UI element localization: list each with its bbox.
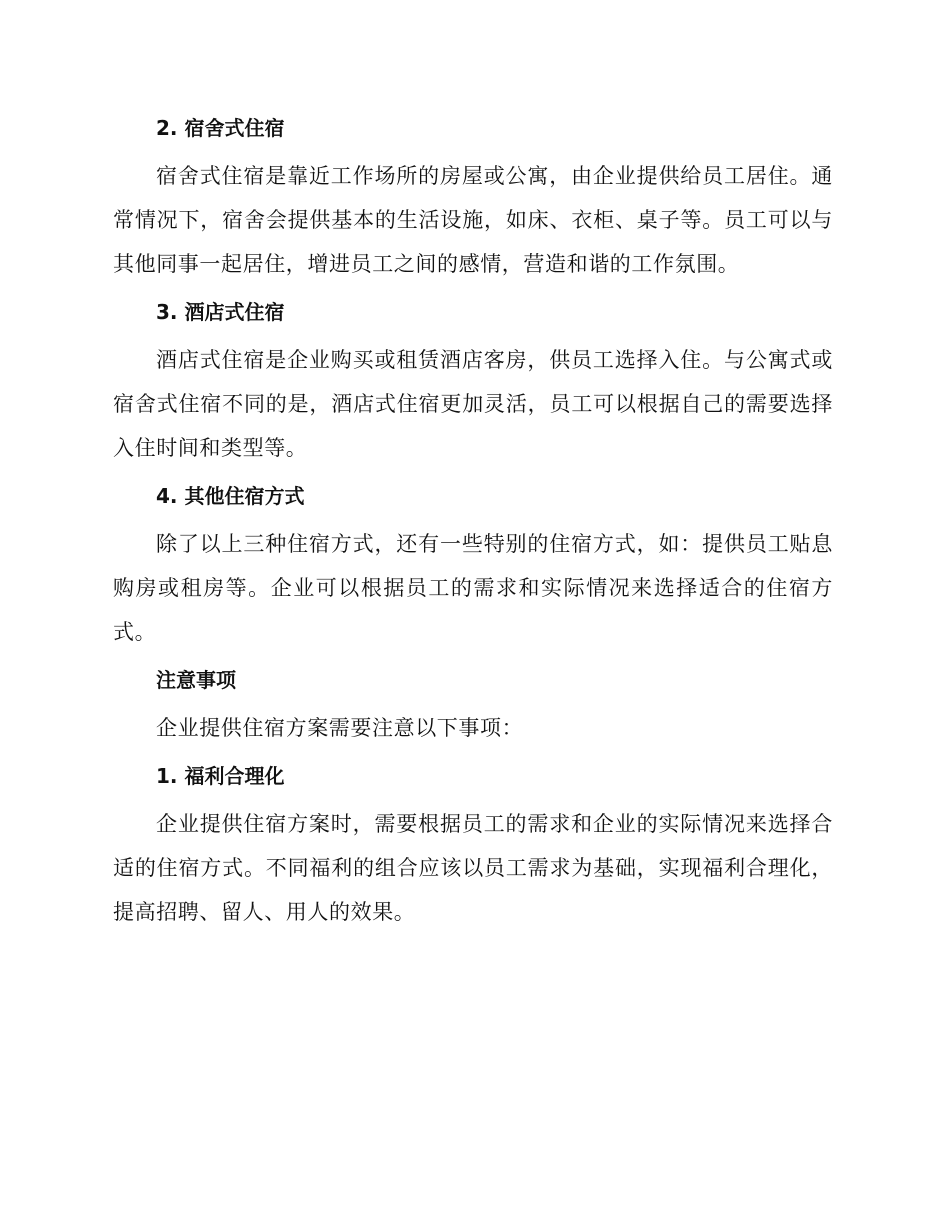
section-heading-hotel: 3. 酒店式住宿 <box>156 300 285 324</box>
section-body-hotel: 酒店式住宿是企业购买或租赁酒店客房，供员工选择入住。与公寓式或宿舍式住宿不同的是，酒店式住宿更加灵活，员工可以根据自己的需要选择入住时间和类型等。 <box>113 348 833 460</box>
document-content <box>113 108 833 940</box>
section-heading-dormitory: 2. 宿舍式住宿 <box>156 116 285 140</box>
section-body-notes: 企业提供住宿方案需要注意以下事项： <box>156 716 524 740</box>
section-heading-welfare: 1. 福利合理化 <box>156 764 285 788</box>
section-heading-other: 4. 其他住宿方式 <box>156 484 305 508</box>
section-body-dormitory: 宿舍式住宿是靠近工作场所的房屋或公寓，由企业提供给员工居住。通常情况下，宿舍会提供基本的生活设施，如床、衣柜、桌子等。员工可以与其他同事一起居住，增进员工之间的感情，营造和谐的工作氛围。 <box>113 164 833 276</box>
section-heading-notes: 注意事项 <box>156 668 236 692</box>
section-body-other: 除了以上三种住宿方式，还有一些特别的住宿方式，如：提供员工贴息购房或租房等。企业可以根据员工的需求和实际情况来选择适合的住宿方式。 <box>113 532 833 644</box>
section-body-welfare: 企业提供住宿方案时，需要根据员工的需求和企业的实际情况来选择合适的住宿方式。不同福利的组合应该以员工需求为基础，实现福利合理化，提高招聘、留人、用人的效果。 <box>113 812 833 924</box>
